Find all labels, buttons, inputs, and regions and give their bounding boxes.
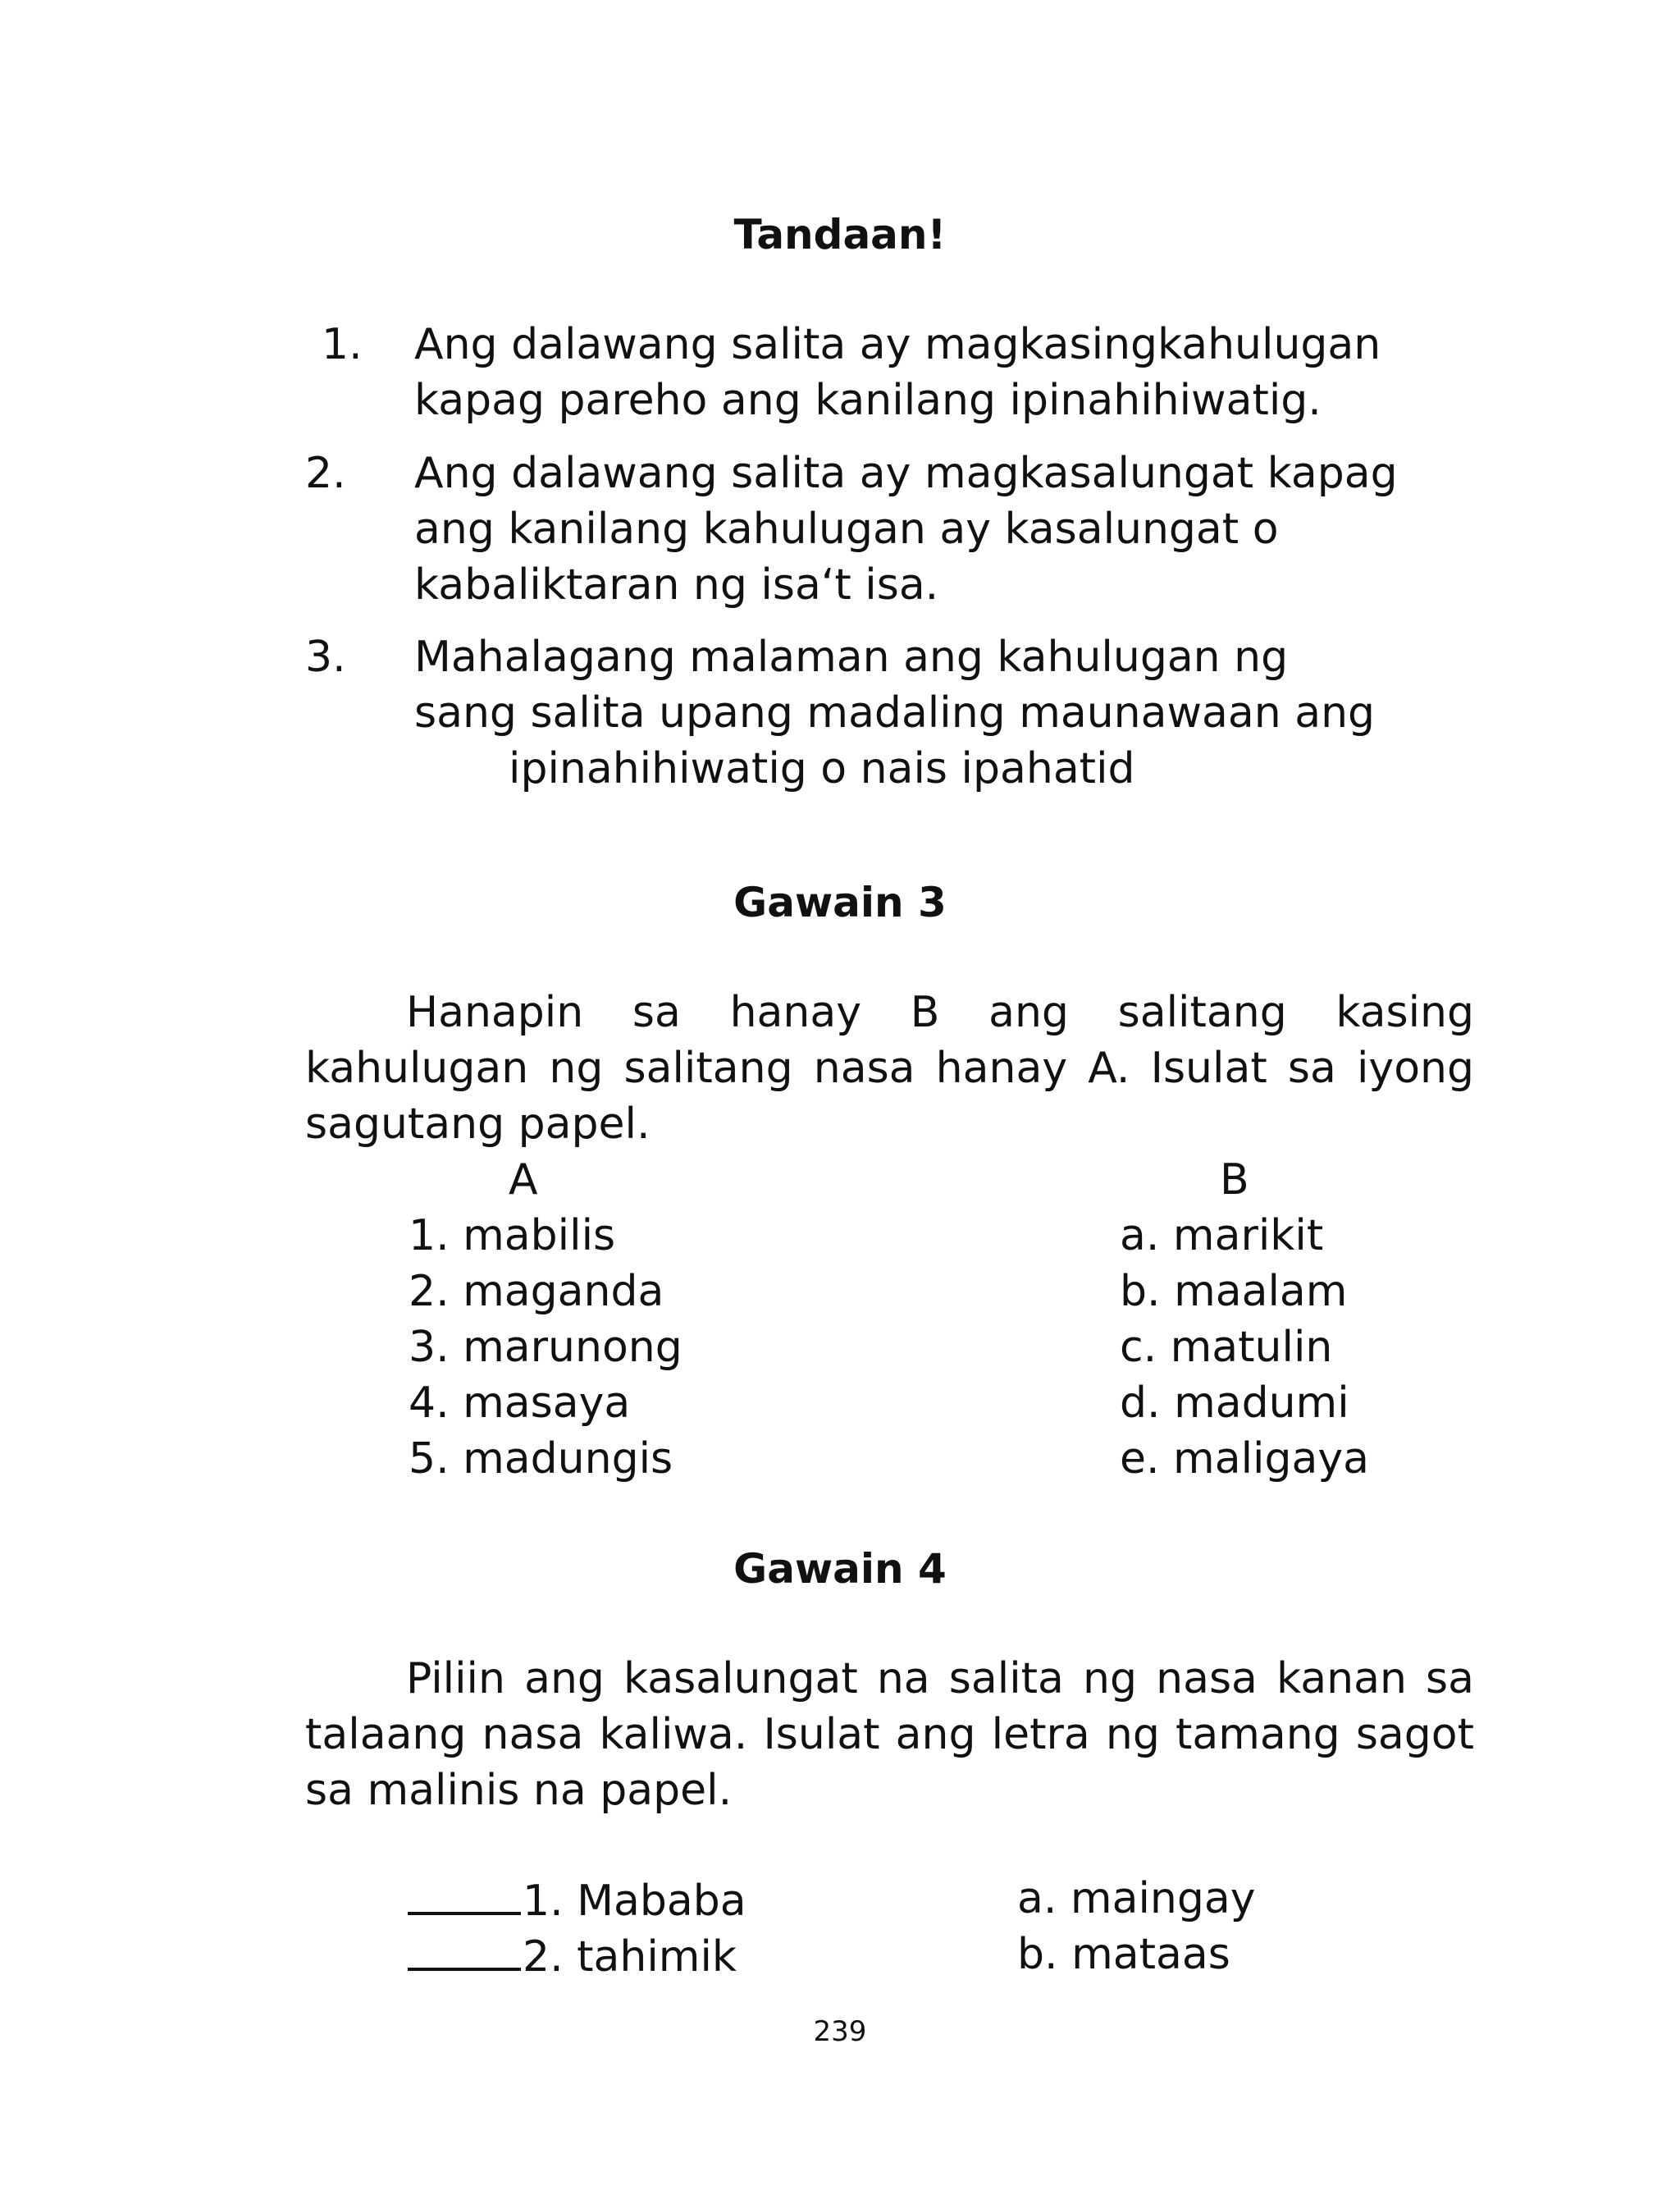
list-item: 1. mabilis [409, 1211, 616, 1260]
list-item: c. matulin [1120, 1323, 1333, 1372]
list-item: 4. masaya [409, 1378, 631, 1428]
answer-blank[interactable] [408, 1927, 521, 1971]
answer-item-1 [408, 1871, 746, 1929]
list-item: d. madumi [1120, 1378, 1349, 1428]
answer-blank[interactable] [408, 1871, 521, 1915]
tandaan-item-line: ang kanilang kahulugan ay kasalungat o [414, 505, 1279, 554]
tandaan-item-line: sang salita upang madaling maunawaan ang [414, 688, 1376, 738]
list-item: a. marikit [1120, 1211, 1324, 1260]
page-number: 239 [813, 2015, 867, 2048]
tandaan-item-line: kabaliktaran ng isa‘t isa. [414, 560, 939, 610]
tandaan-title: Tandaan! [733, 211, 947, 258]
tandaan-item-line: kapag pareho ang kanilang ipinahihiwatig. [414, 376, 1322, 425]
tandaan-item-number: 1. [322, 320, 363, 369]
gawain3-instruction: Hanapin sa hanay B ang salitang kasing kahulugan ng salitang nasa hanay A. Isulat sa iyong sagutang papel. [305, 988, 1474, 1149]
column-a-header: A [509, 1155, 538, 1205]
list-item: 5. madungis [409, 1434, 673, 1484]
gawain4-instruction: Piliin ang kasalungat na salita ng nasa kanan sa talaang nasa kaliwa. Isulat ang letra ng tamang sagot sa malinis na papel. [305, 1654, 1474, 1815]
list-item: b. maalam [1120, 1267, 1348, 1316]
answer-item-label: 2. tahimik [523, 1932, 737, 1982]
choice-item: a. maingay [1017, 1874, 1256, 1923]
tandaan-item-number: 2. [305, 449, 346, 498]
answer-item-2 [408, 1927, 737, 1985]
list-item: 2. maganda [409, 1267, 664, 1316]
gawain4-title: Gawain 4 [733, 1545, 947, 1593]
column-b-header: B [1220, 1155, 1249, 1205]
choice-item: b. mataas [1017, 1930, 1230, 1979]
tandaan-item-line: Mahalagang malaman ang kahulugan ng [414, 633, 1289, 682]
tandaan-item-number: 3. [305, 633, 346, 682]
list-item: e. maligaya [1120, 1434, 1369, 1484]
answer-item-label: 1. Mababa [523, 1877, 746, 1926]
list-item: 3. marunong [409, 1323, 682, 1372]
tandaan-item-line: Ang dalawang salita ay magkasingkahulugan [414, 320, 1381, 369]
gawain3-title: Gawain 3 [733, 879, 947, 926]
tandaan-item-line: Ang dalawang salita ay magkasalungat kapag [414, 449, 1398, 498]
tandaan-item-line: ipinahihiwatig o nais ipahatid [509, 744, 1135, 793]
